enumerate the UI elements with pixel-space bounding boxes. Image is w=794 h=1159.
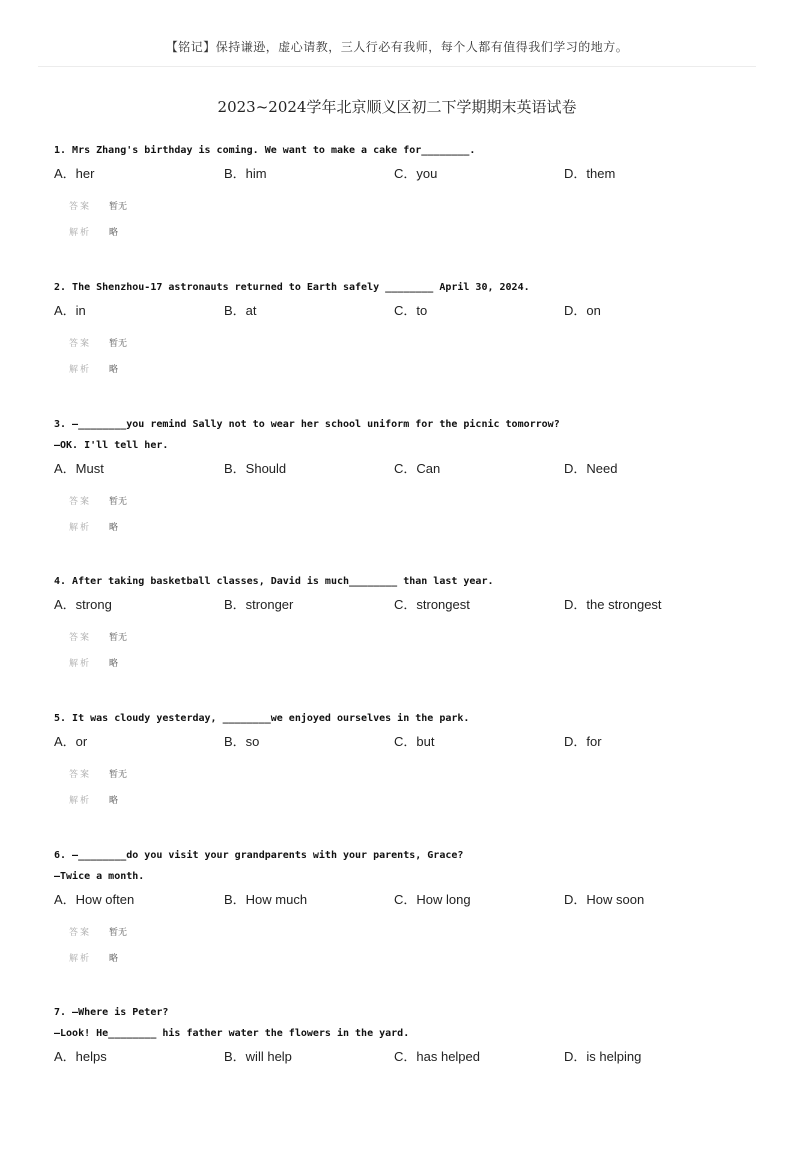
answer-value: 暂无 xyxy=(109,927,128,938)
option-a[interactable]: A．her xyxy=(54,165,95,181)
option-a[interactable]: A．helps xyxy=(54,1048,107,1064)
question-stem: —OK. I'll tell her. xyxy=(54,440,169,451)
option-d[interactable]: D．How soon xyxy=(564,891,645,907)
analysis-row xyxy=(69,355,754,381)
analysis-value: 略 xyxy=(109,795,119,806)
option-a[interactable]: A．strong xyxy=(54,596,112,612)
option-b[interactable]: B．him xyxy=(224,165,267,181)
analysis-value: 略 xyxy=(109,522,119,533)
answer-row xyxy=(69,918,754,944)
question-3 xyxy=(54,414,754,571)
answer-row xyxy=(69,192,754,218)
question-4 xyxy=(54,571,754,708)
answer-label: 答案 xyxy=(69,338,92,349)
option-row xyxy=(54,456,754,478)
option-a[interactable]: A．or xyxy=(54,733,88,749)
option-c[interactable]: C．but xyxy=(394,733,435,749)
analysis-row xyxy=(69,218,754,244)
answer-block xyxy=(69,918,754,970)
answer-row xyxy=(69,623,754,649)
option-b[interactable]: B．at xyxy=(224,302,257,318)
option-c[interactable]: C．to xyxy=(394,302,428,318)
option-row xyxy=(54,161,754,183)
analysis-label: 解析 xyxy=(69,953,92,964)
answer-value: 暂无 xyxy=(109,338,128,349)
header-divider xyxy=(38,66,756,67)
option-c[interactable]: C．How long xyxy=(394,891,471,907)
answer-value: 暂无 xyxy=(109,496,128,507)
question-1 xyxy=(54,140,754,277)
analysis-value: 略 xyxy=(109,227,119,238)
answer-block xyxy=(69,192,754,244)
answer-block xyxy=(69,760,754,812)
page-title: 2023~2024学年北京顺义区初二下学期期末英语试卷 xyxy=(217,98,577,116)
answer-label: 答案 xyxy=(69,927,92,938)
answer-value: 暂无 xyxy=(109,632,128,643)
answer-row xyxy=(69,329,754,355)
answer-label: 答案 xyxy=(69,201,92,212)
analysis-row xyxy=(69,944,754,970)
header-motto: 【铭记】保持谦逊，虚心请教，三人行必有我师，每个人都有值得我们学习的地方。 xyxy=(165,40,629,54)
analysis-value: 略 xyxy=(109,953,119,964)
question-5 xyxy=(54,708,754,845)
question-stem: 6. —________do you visit your grandparents with your parents, Grace? xyxy=(54,850,464,861)
analysis-label: 解析 xyxy=(69,658,92,669)
option-b[interactable]: B．stronger xyxy=(224,596,294,612)
answer-block xyxy=(69,329,754,381)
answer-block xyxy=(69,487,754,539)
option-b[interactable]: B．How much xyxy=(224,891,308,907)
analysis-label: 解析 xyxy=(69,522,92,533)
question-stem: —Look! He________ his father water the flowers in the yard. xyxy=(54,1028,410,1039)
option-a[interactable]: A．How often xyxy=(54,891,135,907)
analysis-row xyxy=(69,649,754,675)
option-b[interactable]: B．will help xyxy=(224,1048,292,1064)
question-stem: 7. —Where is Peter? xyxy=(54,1007,169,1018)
analysis-row xyxy=(69,513,754,539)
option-c[interactable]: C．you xyxy=(394,165,438,181)
analysis-value: 略 xyxy=(109,364,119,375)
question-7 xyxy=(54,1002,754,1159)
option-d[interactable]: D．the strongest xyxy=(564,596,662,612)
option-d[interactable]: D．for xyxy=(564,733,602,749)
analysis-label: 解析 xyxy=(69,227,92,238)
analysis-value: 略 xyxy=(109,658,119,669)
option-c[interactable]: C．strongest xyxy=(394,596,470,612)
answer-value: 暂无 xyxy=(109,201,128,212)
analysis-row xyxy=(69,786,754,812)
answer-value: 暂无 xyxy=(109,769,128,780)
question-stem: 1. Mrs Zhang's birthday is coming. We want to make a cake for________. xyxy=(54,145,476,156)
question-stem: 5. It was cloudy yesterday, ________we enjoyed ourselves in the park. xyxy=(54,713,470,724)
question-2 xyxy=(54,277,754,414)
option-b[interactable]: B．so xyxy=(224,733,260,749)
question-6 xyxy=(54,845,754,1002)
analysis-label: 解析 xyxy=(69,795,92,806)
answer-block xyxy=(69,623,754,675)
option-row xyxy=(54,729,754,751)
answer-label: 答案 xyxy=(69,632,92,643)
answer-row xyxy=(69,487,754,513)
option-c[interactable]: C．Can xyxy=(394,460,441,476)
option-b[interactable]: B．Should xyxy=(224,460,287,476)
analysis-label: 解析 xyxy=(69,364,92,375)
question-stem: —Twice a month. xyxy=(54,871,145,882)
question-stem: 3. —________you remind Sally not to wear her school uniform for the picnic tomorrow? xyxy=(54,419,560,430)
option-a[interactable]: A．in xyxy=(54,302,86,318)
option-row xyxy=(54,298,754,320)
answer-label: 答案 xyxy=(69,496,92,507)
answer-label: 答案 xyxy=(69,769,92,780)
option-a[interactable]: A．Must xyxy=(54,460,104,476)
option-d[interactable]: D．Need xyxy=(564,460,618,476)
option-d[interactable]: D．is helping xyxy=(564,1048,642,1064)
question-list xyxy=(54,140,754,1159)
option-d[interactable]: D．on xyxy=(564,302,601,318)
option-row xyxy=(54,1044,754,1066)
answer-row xyxy=(69,760,754,786)
question-stem: 4. After taking basketball classes, David is much________ than last year. xyxy=(54,576,494,587)
option-d[interactable]: D．them xyxy=(564,165,616,181)
option-row xyxy=(54,887,754,909)
option-row xyxy=(54,592,754,614)
question-stem: 2. The Shenzhou-17 astronauts returned to Earth safely ________ April 30, 2024. xyxy=(54,282,530,293)
option-c[interactable]: C．has helped xyxy=(394,1048,480,1064)
